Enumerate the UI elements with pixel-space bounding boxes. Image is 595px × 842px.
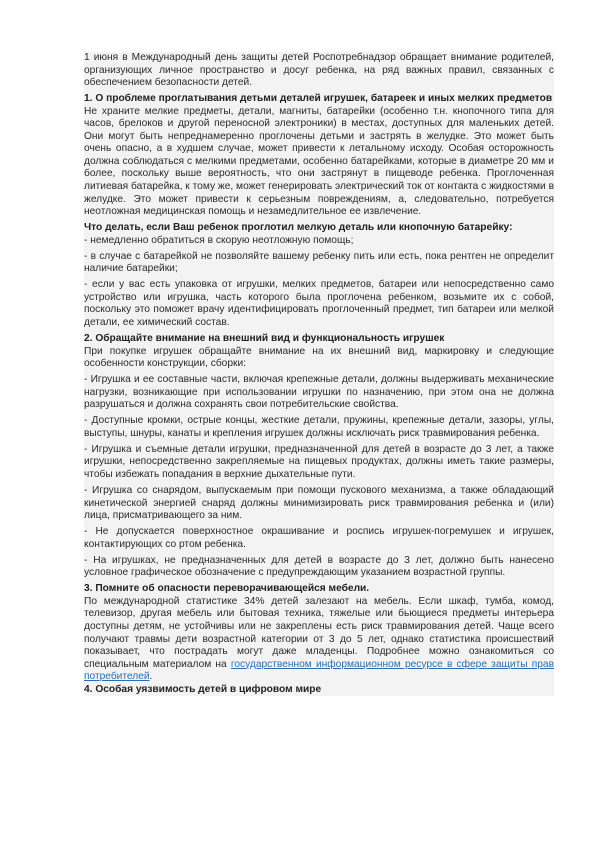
section1-subheading: Что делать, если Ваш ребенок проглотил мелкую деталь или кнопочную батарейку:: [84, 222, 513, 234]
section1-paragraph: Не храните мелкие предметы, детали, магниты, батарейки (особенно т.н. кнопочного типа для часов, брелоков и другой переносной электроники) в местах, доступных для маленьких детей. Они могут быть непреднамеренно проглочены детьми и застрять в желудке. Это может быть очень опасно, а в худшем случае, может привести к летальному исходу. Особая осторожность должна соблюдаться с мелкими предметами, особенно батарейками, которые в диаметре 20 мм и более, поскольку выше вероятность, что они застрянут в пищеводе ребенка. Проглоченная литиевая батарейка, к тому же, может генерировать электрический ток от контакта с жидкостями в желудке. Это может привести к серьезным повреждениям, а, следовательно, потребуется неотложная медицинская помощь и незамедлительное ее извлечение.: [84, 105, 554, 218]
section4-heading: 4. Особая уязвимость детей в цифровом мире: [84, 683, 322, 695]
section3-heading: 3. Помните об опасности переворачивающейся мебели.: [84, 583, 370, 595]
section3-text: По международной статистике 34% детей залезают на мебель. Если шкаф, тумба, комод, телевизор, другая мебель или бытовая техника, тяжелые или бьющиеся предметы интерьера доступны детям, не устойчивы или не закреплены есть риск травмирования детей. Чаще всего получают травмы дети возрастной категории от 3 до 5 лет, однако статистика происшествий показывает, что пострадать могут даже младенцы. Подробнее можно ознакомиться со специальным материалом на: [84, 595, 554, 670]
intro-paragraph: 1 июня в Международный день защиты детей Роспотребнадзор обращает внимание родителей, организующих личное пространство и досуг ребенка, на ряд важных правил, связанных с обеспечением безопасности детей.: [84, 52, 554, 89]
section2-paragraph: При покупке игрушек обращайте внимание на их внешний вид, маркировку и следующие особенности конструкции, сборки:: [84, 345, 554, 370]
section2-list-item: - Игрушка и съемные детали игрушки, предназначенной для детей в возрасте до 3 лет, а также игрушки, непосредственно закрепляемые на пищевых продуктах, должны иметь такие размеры, чтобы избежать попадания в верхние дыхательные пути.: [84, 443, 554, 480]
section3-paragraph: [84, 596, 554, 684]
section1-list-item: - если у вас есть упаковка от игрушки, мелких предметов, батареи или непосредственно само устройство или игрушка, часть которого была проглочена ребенком, возьмите их с собой, поскольку это поможет врачу идентифицировать проглоченный предмет, тип батареи или мелкой детали, ее химический состав.: [84, 279, 554, 328]
section2-list-item: - Не допускается поверхностное окрашивание и роспись игрушек-погремушек и игрушек, контактирующих со ртом ребенка.: [84, 526, 554, 550]
section2-list-item: - Доступные кромки, острые концы, жесткие детали, пружины, крепежные детали, зазоры, углы, выступы, шнуры, канаты и крепления игрушек должны исключать риск травмирования ребенка.: [84, 415, 554, 439]
section3-tail: .: [149, 671, 153, 683]
article-body: [84, 52, 554, 696]
section1-heading: 1. О проблеме проглатывания детьми деталей игрушек, батареек и иных мелких предметов: [84, 93, 553, 105]
section2-list-item: - Игрушка и ее составные части, включая крепежные детали, должны выдерживать механические нагрузки, возникающие при использовании игрушки по назначению, при этом она не должна разрушаться и должна сохранять свои потребительские свойства.: [84, 374, 554, 411]
document-page: [84, 52, 554, 696]
consumer-rights-resource-link[interactable]: государственном информационном ресурсе в сфере защиты прав потребителей: [84, 658, 554, 683]
section2-list-item: - На игрушках, не предназначенных для детей в возрасте до 3 лет, должно быть нанесено условное графическое обозначение с предупреждающим указанием возрастной группы.: [84, 554, 554, 579]
section1-list-item: - в случае с батарейкой не позволяйте вашему ребенку пить или есть, пока рентген не определит наличие батарейки;: [84, 250, 554, 275]
section1-list-item: - немедленно обратиться в скорую неотложную помощь;: [84, 234, 354, 246]
section2-list-item: - Игрушка со снарядом, выпускаемым при помощи пускового механизма, а также обладающий кинетической энергией снаряд должны минимизировать риск травмирования ребенка и (или) лица, присматривающего за ним.: [84, 485, 554, 522]
section2-heading: 2. Обращайте внимание на внешний вид и функциональность игрушек: [84, 332, 445, 344]
